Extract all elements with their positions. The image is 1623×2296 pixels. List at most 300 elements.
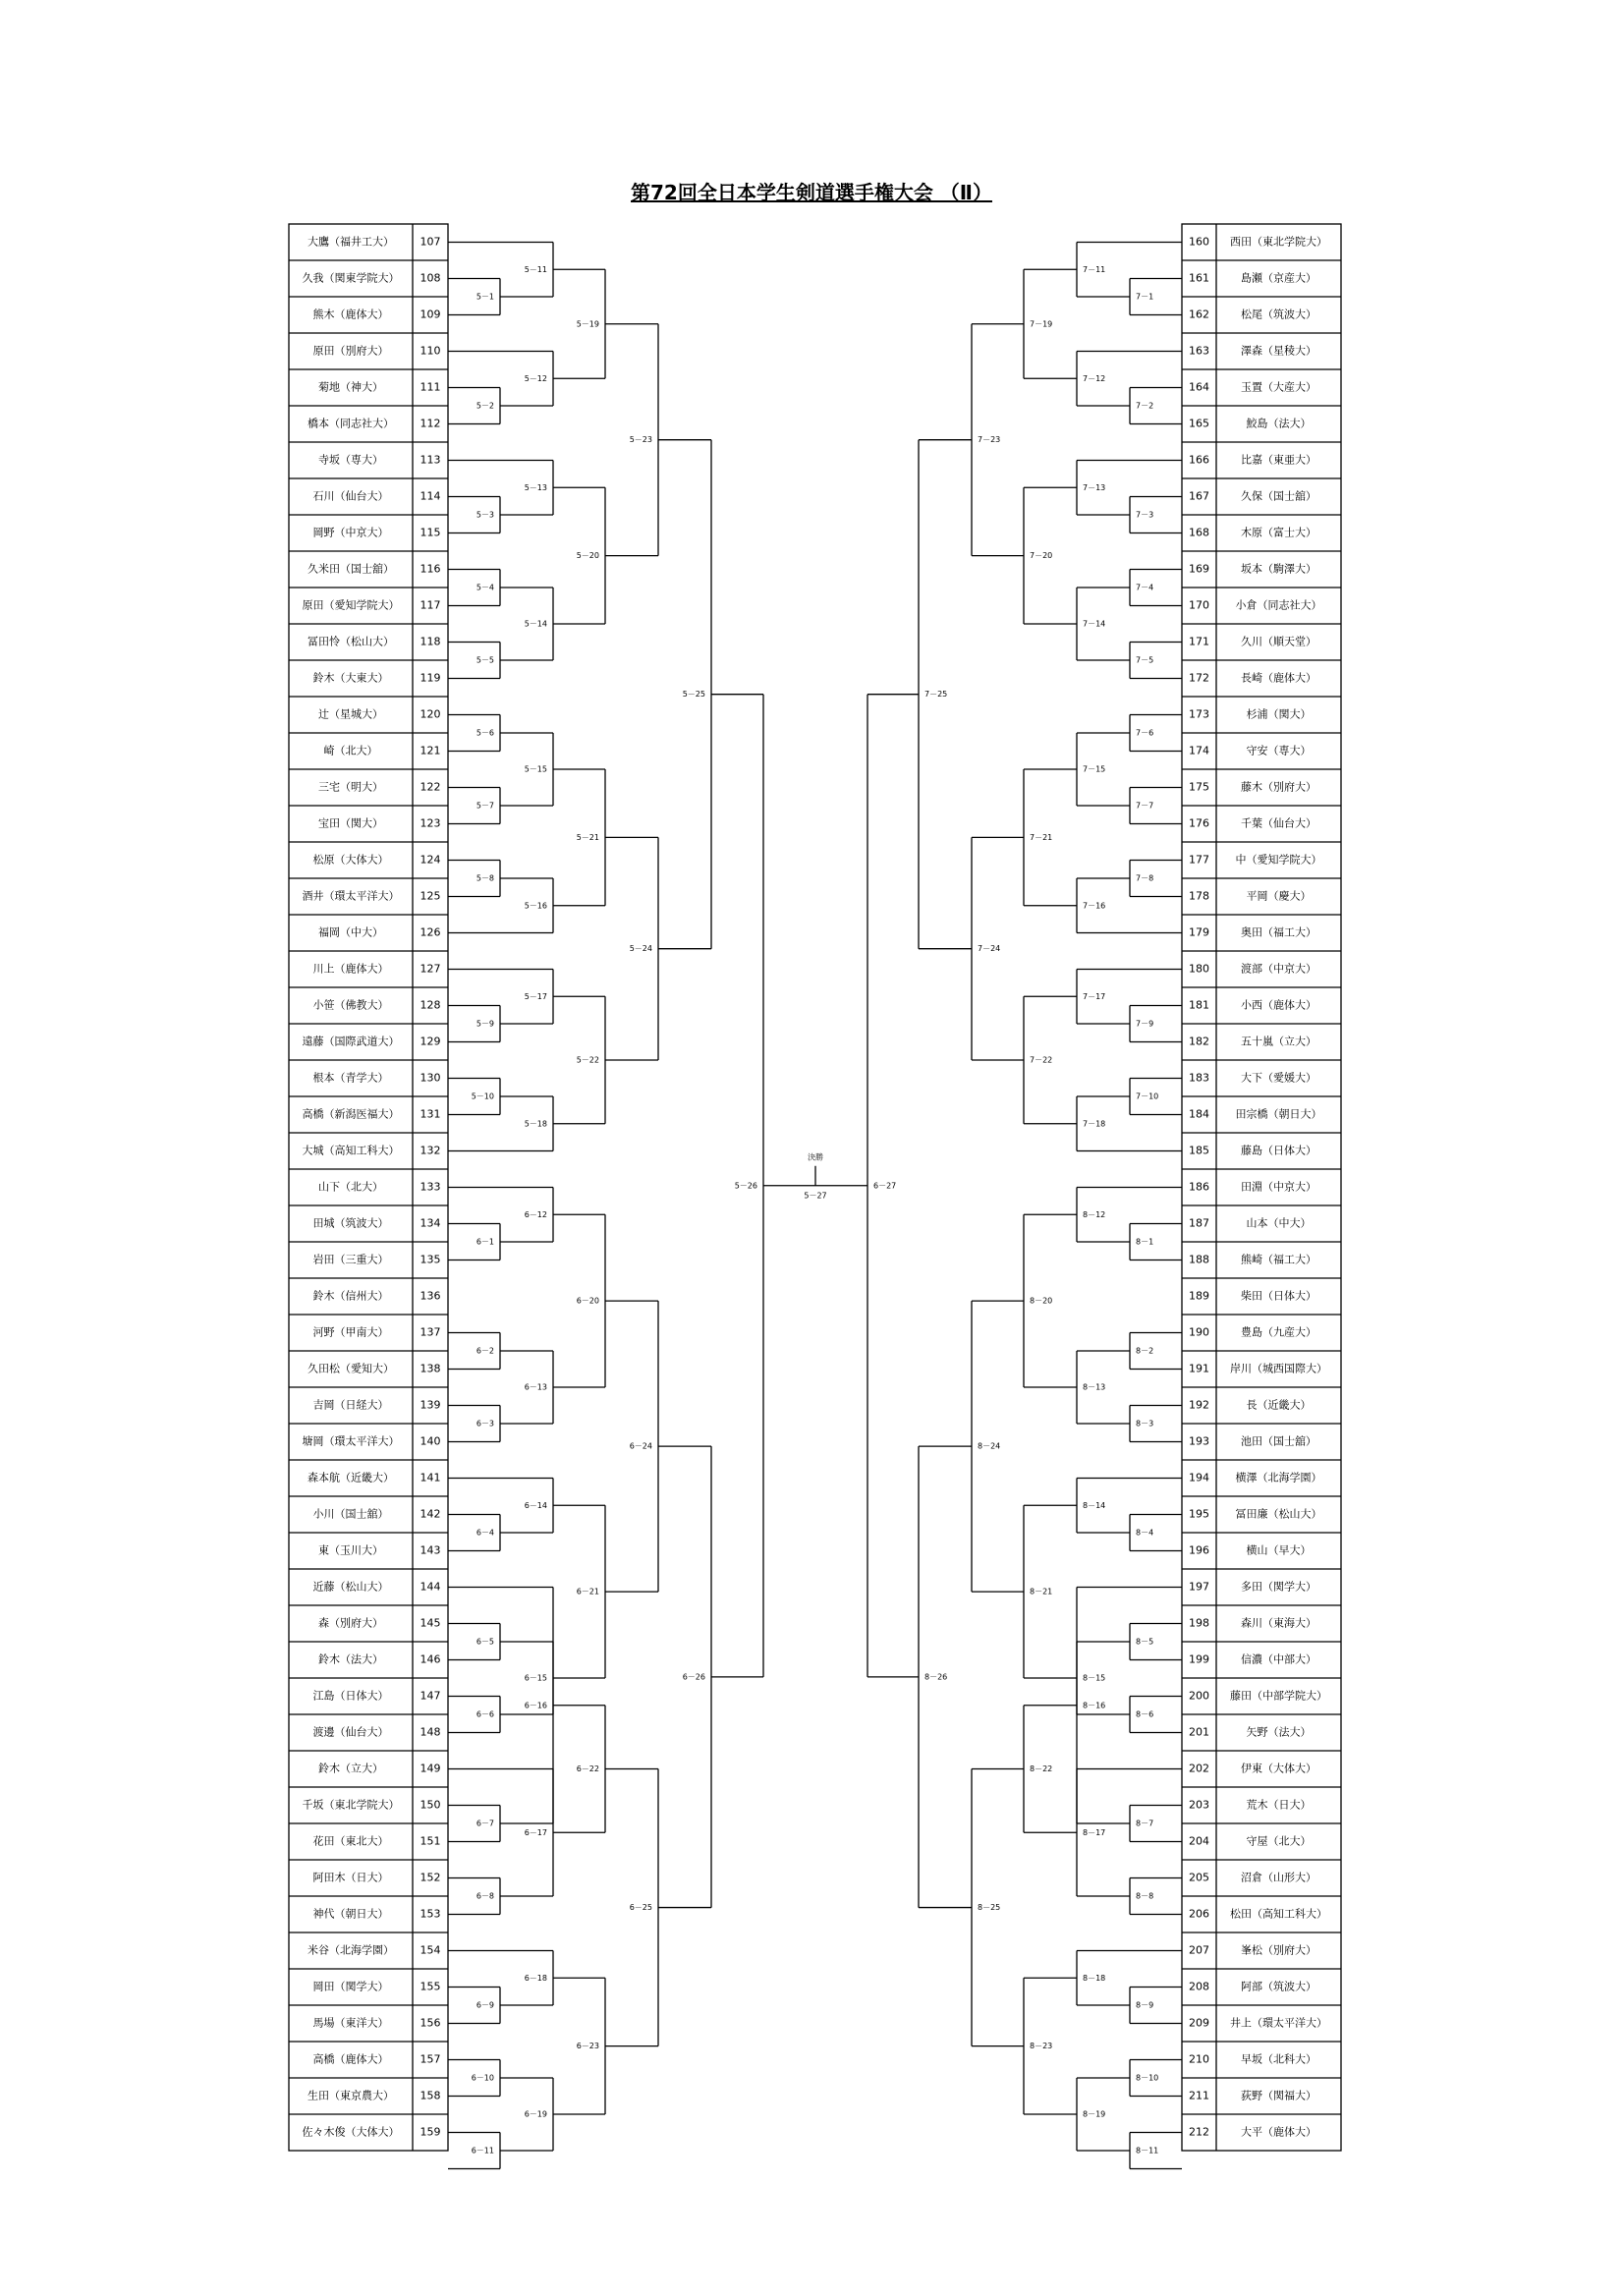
match-label: 6－9 bbox=[476, 2000, 494, 2010]
match-label: 6－25 bbox=[629, 1903, 652, 1913]
entry-number: 129 bbox=[420, 1035, 441, 1048]
entry-name: 河野（甲南大） bbox=[312, 1325, 389, 1339]
entry-name: 熊木（鹿体大） bbox=[312, 308, 389, 321]
entry-name: 渡邊（仙台大） bbox=[312, 1725, 389, 1739]
entry-number: 173 bbox=[1189, 707, 1209, 721]
match-label: 8－4 bbox=[1136, 1528, 1154, 1538]
entry-name: 守屋（北大） bbox=[1246, 1834, 1312, 1848]
match-label: 8－3 bbox=[1136, 1419, 1154, 1428]
entry-name: 生田（東京農大） bbox=[308, 2089, 394, 2102]
match-label: 7－22 bbox=[1030, 1055, 1053, 1065]
match-label: 6－11 bbox=[471, 2146, 494, 2156]
entry-name: 池田（国士舘） bbox=[1241, 1434, 1316, 1448]
match-label: 7－23 bbox=[978, 435, 1001, 445]
match-label: 6－3 bbox=[476, 1419, 494, 1428]
entry-name: 森本航（近畿大） bbox=[308, 1471, 394, 1484]
entry-name: 米谷（北海学園） bbox=[308, 1943, 394, 1957]
match-label: 5－18 bbox=[524, 1119, 547, 1129]
entry-name: 長崎（鹿体大） bbox=[1241, 671, 1316, 685]
entry-name: 三宅（明大） bbox=[318, 780, 383, 794]
entry-name: 冨田廉（松山大） bbox=[1235, 1507, 1322, 1521]
match-label: 7－11 bbox=[1083, 264, 1106, 274]
match-label: 5－12 bbox=[524, 373, 547, 383]
entry-name: 小倉（同志社大） bbox=[1235, 598, 1322, 612]
entry-number: 143 bbox=[420, 1543, 441, 1557]
entry-name: 川上（鹿体大） bbox=[312, 962, 389, 976]
match-label: 8－19 bbox=[1083, 2109, 1106, 2119]
match-label: 8－24 bbox=[978, 1441, 1001, 1451]
entry-name: 辻（星城大） bbox=[318, 707, 383, 721]
entry-number: 172 bbox=[1189, 671, 1209, 685]
entry-number: 204 bbox=[1189, 1834, 1209, 1848]
match-label: 8－9 bbox=[1136, 2000, 1154, 2010]
match-label: 8－8 bbox=[1136, 1891, 1154, 1901]
entry-number: 180 bbox=[1189, 962, 1209, 976]
entry-number: 188 bbox=[1189, 1253, 1209, 1266]
match-label: 5－5 bbox=[476, 655, 494, 665]
entry-number: 177 bbox=[1189, 853, 1209, 867]
match-label: 7－21 bbox=[1030, 832, 1053, 842]
match-label: 6－20 bbox=[576, 1296, 599, 1306]
match-label: 5－1 bbox=[476, 292, 494, 302]
entry-name: 鈴木（法大） bbox=[318, 1652, 383, 1666]
entry-name: 岡田（関学大） bbox=[312, 1980, 389, 1993]
match-label: 7－12 bbox=[1083, 373, 1106, 383]
match-label: 7－4 bbox=[1136, 583, 1154, 592]
entry-number: 194 bbox=[1189, 1471, 1209, 1484]
entry-number: 174 bbox=[1189, 744, 1209, 757]
entry-number: 205 bbox=[1189, 1871, 1209, 1884]
entry-name: 奥田（福工大） bbox=[1241, 925, 1316, 939]
entry-name: 島瀬（京産大） bbox=[1241, 271, 1316, 285]
entry-name: 比嘉（東亜大） bbox=[1241, 453, 1316, 467]
match-label: 6－27 bbox=[873, 1181, 897, 1191]
match-label: 8－12 bbox=[1083, 1209, 1106, 1219]
entry-number: 146 bbox=[420, 1652, 441, 1666]
entry-name: 玉置（大産大） bbox=[1241, 380, 1316, 394]
entry-name: 馬場（東洋大） bbox=[312, 2016, 389, 2030]
entry-number: 168 bbox=[1189, 526, 1209, 539]
entry-number: 138 bbox=[420, 1362, 441, 1375]
entry-name: 荒木（日大） bbox=[1246, 1798, 1312, 1812]
entry-number: 160 bbox=[1189, 235, 1209, 249]
match-label: 5－20 bbox=[576, 551, 599, 561]
entry-number: 178 bbox=[1189, 889, 1209, 903]
entry-name: 五十嵐（立大） bbox=[1241, 1035, 1316, 1048]
entry-number: 145 bbox=[420, 1616, 441, 1630]
entry-number: 170 bbox=[1189, 598, 1209, 612]
entry-number: 121 bbox=[420, 744, 441, 757]
match-label: 8－6 bbox=[1136, 1709, 1154, 1719]
entry-name: 藤田（中部学院大） bbox=[1230, 1689, 1327, 1703]
entry-number: 126 bbox=[420, 925, 441, 939]
match-label: 5－8 bbox=[476, 873, 494, 883]
match-label: 5－4 bbox=[476, 583, 494, 592]
match-label: 5－3 bbox=[476, 510, 494, 520]
entry-name: 神代（朝日大） bbox=[312, 1907, 389, 1921]
entry-number: 140 bbox=[420, 1434, 441, 1448]
match-label: 6－21 bbox=[576, 1587, 599, 1596]
match-label: 8－15 bbox=[1083, 1673, 1106, 1683]
entry-number: 166 bbox=[1189, 453, 1209, 467]
entry-number: 175 bbox=[1189, 780, 1209, 794]
entry-name: 多田（関学大） bbox=[1241, 1580, 1316, 1594]
entry-name: 田淵（中京大） bbox=[1241, 1180, 1316, 1194]
entry-name: 塘岡（環太平洋大） bbox=[302, 1434, 400, 1448]
entry-number: 201 bbox=[1189, 1725, 1209, 1739]
match-label: 6－18 bbox=[524, 1973, 547, 1983]
match-label: 8－2 bbox=[1136, 1346, 1154, 1356]
entry-name: 山下（北大） bbox=[318, 1180, 383, 1194]
entry-name: 江島（日体大） bbox=[312, 1689, 389, 1703]
match-label: 8－23 bbox=[1030, 2042, 1053, 2051]
match-label: 6－15 bbox=[524, 1673, 547, 1683]
entry-name: 小笹（佛教大） bbox=[312, 998, 389, 1012]
entry-number: 200 bbox=[1189, 1689, 1209, 1703]
match-label: 5－24 bbox=[629, 944, 652, 954]
match-label: 8－7 bbox=[1136, 1819, 1154, 1828]
match-label: 6－10 bbox=[471, 2073, 494, 2083]
entry-name: 石川（仙台大） bbox=[312, 489, 389, 503]
entry-number: 208 bbox=[1189, 1980, 1209, 1993]
entry-number: 149 bbox=[420, 1762, 441, 1775]
entry-name: 久田松（愛知大） bbox=[308, 1362, 394, 1375]
entry-name: 近藤（松山大） bbox=[312, 1580, 389, 1594]
match-label: 5－7 bbox=[476, 801, 494, 811]
entry-name: 坂本（駒澤大） bbox=[1241, 562, 1316, 576]
entry-name: 藤木（別府大） bbox=[1241, 780, 1316, 794]
entry-name: 松尾（筑波大） bbox=[1241, 308, 1316, 321]
entry-number: 137 bbox=[420, 1325, 441, 1339]
entry-name: 西田（東北学院大） bbox=[1230, 235, 1327, 249]
entry-name: 阿部（筑波大） bbox=[1241, 1980, 1316, 1993]
match-label: 6－23 bbox=[576, 2042, 599, 2051]
entry-name: 大平（鹿体大） bbox=[1241, 2125, 1316, 2139]
match-label: 6－8 bbox=[476, 1891, 494, 1901]
entry-number: 203 bbox=[1189, 1798, 1209, 1812]
entry-name: 松原（大体大） bbox=[312, 853, 389, 867]
entry-number: 125 bbox=[420, 889, 441, 903]
match-label: 8－22 bbox=[1030, 1764, 1053, 1773]
entry-name: 遠藤（国際武道大） bbox=[302, 1035, 400, 1048]
entry-name: 大鷹（福井工大） bbox=[308, 235, 394, 249]
entry-number: 132 bbox=[420, 1144, 441, 1157]
match-label: 7－25 bbox=[924, 690, 948, 700]
entry-number: 135 bbox=[420, 1253, 441, 1266]
entry-number: 183 bbox=[1189, 1071, 1209, 1085]
entry-number: 164 bbox=[1189, 380, 1209, 394]
entry-number: 136 bbox=[420, 1289, 441, 1303]
entry-number: 110 bbox=[420, 344, 441, 358]
match-label: 7－16 bbox=[1083, 901, 1106, 911]
match-label: 6－4 bbox=[476, 1528, 494, 1538]
entry-number: 159 bbox=[420, 2125, 441, 2139]
entry-number: 148 bbox=[420, 1725, 441, 1739]
entry-name: 森（別府大） bbox=[318, 1616, 383, 1630]
entry-name: 平岡（慶大） bbox=[1246, 889, 1312, 903]
entry-name: 豊島（九産大） bbox=[1241, 1325, 1316, 1339]
entry-number: 190 bbox=[1189, 1325, 1209, 1339]
entry-number: 209 bbox=[1189, 2016, 1209, 2030]
entry-name: 横澤（北海学園） bbox=[1235, 1471, 1322, 1484]
entry-name: 守安（専大） bbox=[1246, 744, 1312, 757]
entry-name: 沼倉（山形大） bbox=[1241, 1871, 1316, 1884]
entry-name: 岡野（中京大） bbox=[312, 526, 389, 539]
entry-number: 191 bbox=[1189, 1362, 1209, 1375]
match-label: 6－14 bbox=[524, 1500, 547, 1510]
entry-name: 澤森（星稜大） bbox=[1241, 344, 1316, 358]
entry-name: 田宗橋（朝日大） bbox=[1235, 1107, 1322, 1121]
entry-number: 211 bbox=[1189, 2089, 1209, 2102]
match-label: 8－11 bbox=[1136, 2146, 1159, 2156]
entry-name: 柴田（日体大） bbox=[1241, 1289, 1316, 1303]
entry-name: 森川（東海大） bbox=[1241, 1616, 1316, 1630]
entry-name: 木原（富士大） bbox=[1241, 526, 1316, 539]
entry-number: 195 bbox=[1189, 1507, 1209, 1521]
entry-name: 吉岡（日経大） bbox=[312, 1398, 389, 1412]
entry-number: 147 bbox=[420, 1689, 441, 1703]
entry-number: 189 bbox=[1189, 1289, 1209, 1303]
match-label: 7－17 bbox=[1083, 991, 1106, 1001]
entry-number: 158 bbox=[420, 2089, 441, 2102]
match-label: 5－25 bbox=[682, 690, 705, 700]
entry-name: 久米田（国士舘） bbox=[308, 562, 394, 576]
match-label: 5－9 bbox=[476, 1019, 494, 1029]
entry-name: 酒井（環太平洋大） bbox=[302, 889, 400, 903]
entry-name: 松田（高知工科大） bbox=[1230, 1907, 1327, 1921]
entry-name: 花田（東北大） bbox=[312, 1834, 389, 1848]
entry-number: 120 bbox=[420, 707, 441, 721]
entry-number: 142 bbox=[420, 1507, 441, 1521]
match-label: 5－19 bbox=[576, 319, 599, 329]
match-label: 7－7 bbox=[1136, 801, 1154, 811]
match-label: 6－5 bbox=[476, 1637, 494, 1647]
entry-number: 133 bbox=[420, 1180, 441, 1194]
entry-name: 岸川（城西国際大） bbox=[1230, 1362, 1327, 1375]
entry-number: 119 bbox=[420, 671, 441, 685]
match-label: 6－2 bbox=[476, 1346, 494, 1356]
match-label: 7－14 bbox=[1083, 619, 1106, 629]
entry-name: 伊東（大体大） bbox=[1241, 1762, 1316, 1775]
entry-number: 130 bbox=[420, 1071, 441, 1085]
entry-name: 高橋（鹿体大） bbox=[312, 2052, 389, 2066]
match-label: 7－5 bbox=[1136, 655, 1154, 665]
match-label: 5－14 bbox=[524, 619, 547, 629]
entry-number: 157 bbox=[420, 2052, 441, 2066]
entry-number: 134 bbox=[420, 1216, 441, 1230]
entry-name: 千葉（仙台大） bbox=[1241, 816, 1316, 830]
entry-number: 155 bbox=[420, 1980, 441, 1993]
match-label: 7－1 bbox=[1136, 292, 1154, 302]
match-label: 5－16 bbox=[524, 901, 547, 911]
match-label: 5－23 bbox=[629, 435, 652, 445]
entry-name: 長（近畿大） bbox=[1246, 1398, 1312, 1412]
match-label: 8－21 bbox=[1030, 1587, 1053, 1596]
entry-number: 124 bbox=[420, 853, 441, 867]
entry-name: 田城（筑波大） bbox=[312, 1216, 389, 1230]
entry-number: 153 bbox=[420, 1907, 441, 1921]
entry-number: 196 bbox=[1189, 1543, 1209, 1557]
entry-number: 187 bbox=[1189, 1216, 1209, 1230]
match-label: 6－7 bbox=[476, 1819, 494, 1828]
entry-number: 141 bbox=[420, 1471, 441, 1484]
entry-number: 206 bbox=[1189, 1907, 1209, 1921]
match-label: 8－16 bbox=[1083, 1701, 1106, 1710]
entry-name: 早坂（北科大） bbox=[1241, 2052, 1316, 2066]
entry-number: 212 bbox=[1189, 2125, 1209, 2139]
match-label: 7－24 bbox=[978, 944, 1001, 954]
match-label: 6－22 bbox=[576, 1764, 599, 1773]
match-label: 8－20 bbox=[1030, 1296, 1053, 1306]
match-label: 8－13 bbox=[1083, 1382, 1106, 1392]
match-label: 5－13 bbox=[524, 482, 547, 492]
entry-name: 小西（鹿体大） bbox=[1241, 998, 1316, 1012]
entry-number: 151 bbox=[420, 1834, 441, 1848]
entry-name: 原田（愛知学院大） bbox=[302, 598, 400, 612]
entry-name: 久保（国士舘） bbox=[1241, 489, 1316, 503]
match-label: 7－13 bbox=[1083, 482, 1106, 492]
entry-name: 鈴木（大東大） bbox=[312, 671, 389, 685]
entry-name: 荻野（関福大） bbox=[1241, 2089, 1316, 2102]
entry-name: 東（玉川大） bbox=[318, 1543, 383, 1557]
entry-name: 横山（早大） bbox=[1246, 1543, 1312, 1557]
entry-name: 大城（高知工科大） bbox=[302, 1144, 400, 1157]
entry-number: 154 bbox=[420, 1943, 441, 1957]
match-label: 7－8 bbox=[1136, 873, 1154, 883]
final-match-label: 5－27 bbox=[804, 1191, 827, 1201]
entry-name: 冨田怜（松山大） bbox=[308, 635, 394, 648]
entry-number: 163 bbox=[1189, 344, 1209, 358]
entry-name: 崎（北大） bbox=[323, 744, 378, 757]
entry-number: 199 bbox=[1189, 1652, 1209, 1666]
entry-number: 116 bbox=[420, 562, 441, 576]
match-label: 8－14 bbox=[1083, 1500, 1106, 1510]
match-label: 5－26 bbox=[734, 1181, 757, 1191]
entry-name: 高橋（新潟医福大） bbox=[302, 1107, 400, 1121]
match-label: 5－11 bbox=[524, 264, 547, 274]
match-label: 5－17 bbox=[524, 991, 547, 1001]
match-label: 7－15 bbox=[1083, 764, 1106, 774]
match-label: 6－16 bbox=[524, 1701, 547, 1710]
entry-number: 184 bbox=[1189, 1107, 1209, 1121]
entry-number: 131 bbox=[420, 1107, 441, 1121]
entry-name: 佐々木俊（大体大） bbox=[302, 2125, 400, 2139]
entry-name: 藤島（日体大） bbox=[1241, 1144, 1316, 1157]
entry-number: 179 bbox=[1189, 925, 1209, 939]
entry-number: 123 bbox=[420, 816, 441, 830]
entry-number: 156 bbox=[420, 2016, 441, 2030]
entry-name: 千坂（東北学院大） bbox=[302, 1798, 400, 1812]
entry-number: 182 bbox=[1189, 1035, 1209, 1048]
match-label: 6－17 bbox=[524, 1827, 547, 1837]
entry-number: 169 bbox=[1189, 562, 1209, 576]
match-label: 7－20 bbox=[1030, 551, 1053, 561]
entry-name: 寺坂（専大） bbox=[318, 453, 383, 467]
entry-number: 127 bbox=[420, 962, 441, 976]
entry-name: 信濃（中部大） bbox=[1241, 1652, 1316, 1666]
page-title: 第72回全日本学生剣道選手権大会 （Ⅱ） bbox=[631, 181, 992, 204]
entry-number: 165 bbox=[1189, 417, 1209, 430]
entry-number: 112 bbox=[420, 417, 441, 430]
match-label: 5－21 bbox=[576, 832, 599, 842]
entry-name: 岩田（三重大） bbox=[312, 1253, 389, 1266]
entry-number: 118 bbox=[420, 635, 441, 648]
final-label: 決勝 bbox=[808, 1152, 823, 1162]
entry-name: 宝田（関大） bbox=[318, 816, 383, 830]
match-label: 5－6 bbox=[476, 728, 494, 738]
entry-number: 176 bbox=[1189, 816, 1209, 830]
entry-number: 111 bbox=[420, 380, 441, 394]
match-label: 5－15 bbox=[524, 764, 547, 774]
entry-name: 鮫島（法大） bbox=[1246, 417, 1312, 430]
match-label: 7－3 bbox=[1136, 510, 1154, 520]
match-label: 8－25 bbox=[978, 1903, 1001, 1913]
entry-number: 113 bbox=[420, 453, 441, 467]
entry-number: 128 bbox=[420, 998, 441, 1012]
entry-name: 矢野（法大） bbox=[1246, 1725, 1312, 1739]
entry-number: 181 bbox=[1189, 998, 1209, 1012]
entry-number: 162 bbox=[1189, 308, 1209, 321]
match-label: 7－18 bbox=[1083, 1119, 1106, 1129]
entry-name: 大下（愛媛大） bbox=[1241, 1071, 1316, 1085]
entry-name: 橋本（同志社大） bbox=[308, 417, 394, 430]
match-label: 5－22 bbox=[576, 1055, 599, 1065]
entry-number: 207 bbox=[1189, 1943, 1209, 1957]
entry-number: 150 bbox=[420, 1798, 441, 1812]
entry-name: 井上（環太平洋大） bbox=[1230, 2016, 1327, 2030]
match-label: 5－2 bbox=[476, 401, 494, 411]
entry-number: 109 bbox=[420, 308, 441, 321]
match-label: 6－12 bbox=[524, 1209, 547, 1219]
entry-name: 菊地（神大） bbox=[318, 380, 383, 394]
entry-number: 114 bbox=[420, 489, 441, 503]
entry-name: 鈴木（信州大） bbox=[312, 1289, 389, 1303]
entry-number: 192 bbox=[1189, 1398, 1209, 1412]
entry-number: 117 bbox=[420, 598, 441, 612]
match-label: 7－2 bbox=[1136, 401, 1154, 411]
entry-number: 115 bbox=[420, 526, 441, 539]
match-label: 6－1 bbox=[476, 1237, 494, 1247]
match-label: 8－1 bbox=[1136, 1237, 1154, 1247]
match-label: 8－10 bbox=[1136, 2073, 1159, 2083]
entry-number: 107 bbox=[420, 235, 441, 249]
match-label: 7－19 bbox=[1030, 319, 1053, 329]
entry-name: 山本（中大） bbox=[1246, 1216, 1312, 1230]
entry-number: 202 bbox=[1189, 1762, 1209, 1775]
match-label: 6－6 bbox=[476, 1709, 494, 1719]
match-label: 7－9 bbox=[1136, 1019, 1154, 1029]
entry-number: 197 bbox=[1189, 1580, 1209, 1594]
entry-name: 杉浦（関大） bbox=[1246, 707, 1312, 721]
entry-name: 阿田木（日大） bbox=[312, 1871, 389, 1884]
entry-name: 根本（青学大） bbox=[312, 1071, 389, 1085]
entry-name: 中（愛知学院大） bbox=[1235, 853, 1322, 867]
match-label: 8－5 bbox=[1136, 1637, 1154, 1647]
entry-number: 122 bbox=[420, 780, 441, 794]
match-label: 5－10 bbox=[471, 1092, 494, 1101]
entry-number: 139 bbox=[420, 1398, 441, 1412]
entry-number: 186 bbox=[1189, 1180, 1209, 1194]
entry-number: 198 bbox=[1189, 1616, 1209, 1630]
entry-number: 210 bbox=[1189, 2052, 1209, 2066]
entry-number: 108 bbox=[420, 271, 441, 285]
match-label: 7－10 bbox=[1136, 1092, 1159, 1101]
match-label: 6－19 bbox=[524, 2109, 547, 2119]
entry-name: 久我（関東学院大） bbox=[302, 271, 400, 285]
entry-number: 161 bbox=[1189, 271, 1209, 285]
entry-name: 鈴木（立大） bbox=[318, 1762, 383, 1775]
entry-number: 185 bbox=[1189, 1144, 1209, 1157]
